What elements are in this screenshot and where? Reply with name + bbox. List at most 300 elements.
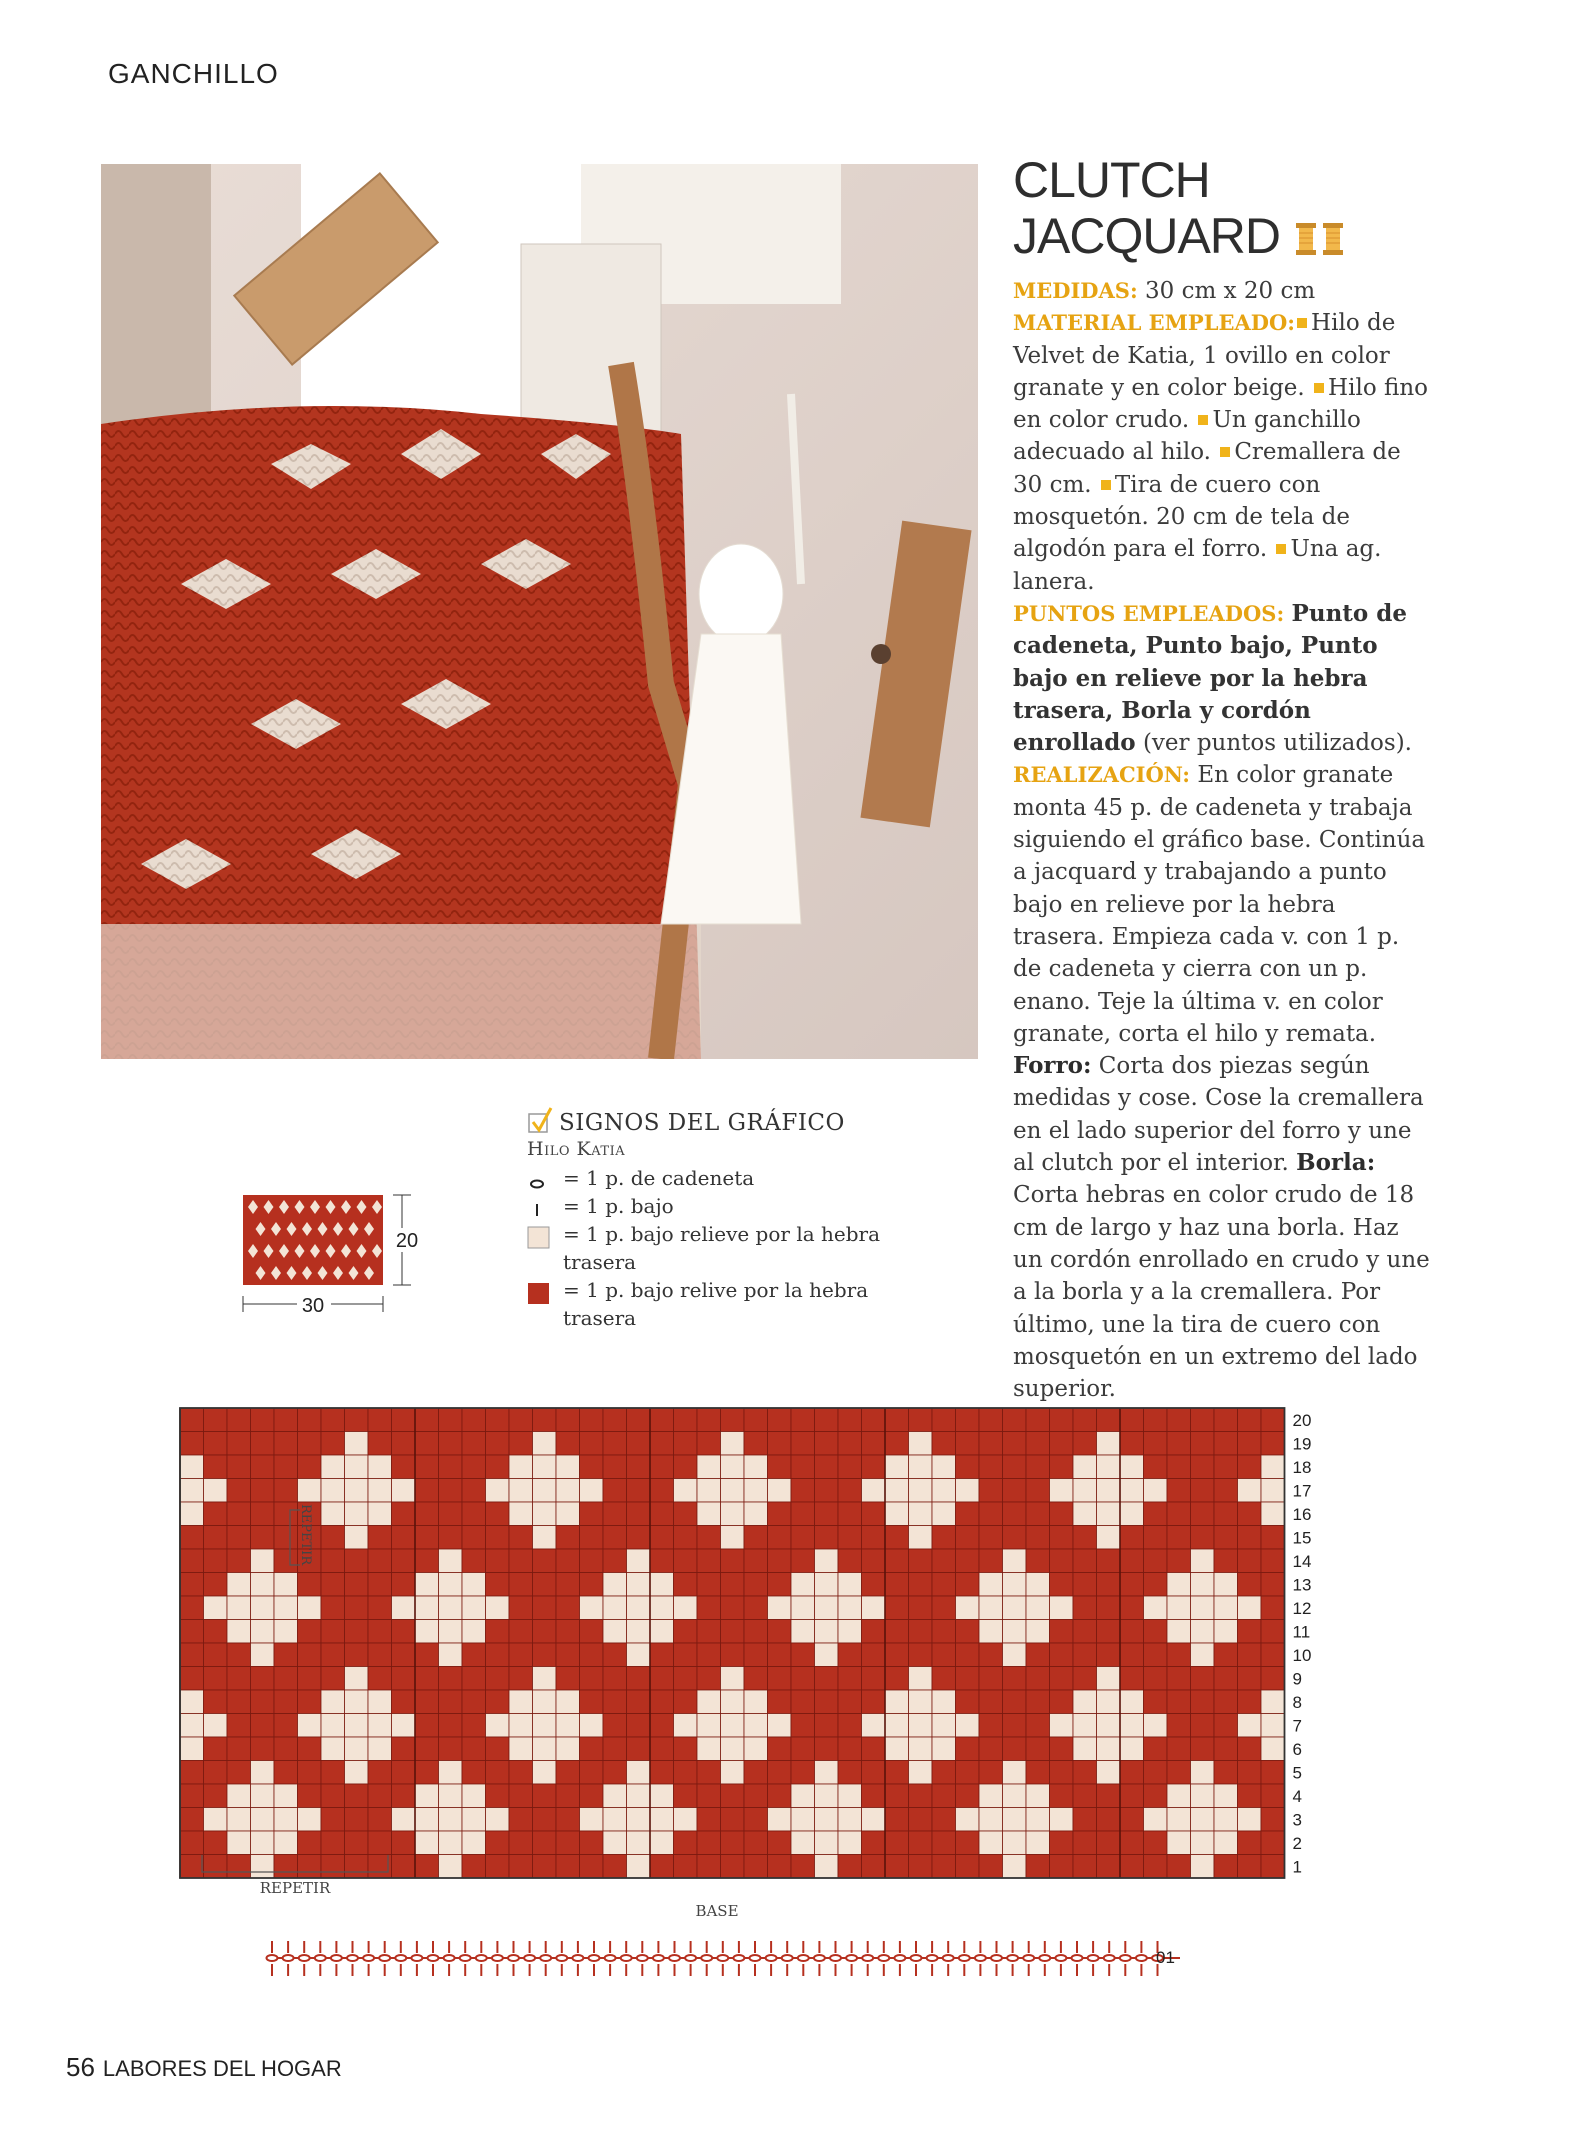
chart-cell [1026, 1667, 1050, 1691]
chart-cell [979, 1549, 1003, 1573]
chart-cell [721, 1432, 745, 1456]
base-chain-stitch [556, 1955, 567, 1961]
chart-cell [768, 1714, 792, 1738]
chart-cell [462, 1667, 486, 1691]
chart-cell [1191, 1502, 1215, 1526]
chart-cell [415, 1855, 439, 1879]
chart-cell [1261, 1549, 1285, 1573]
chart-cell [204, 1526, 228, 1550]
chart-cell [227, 1761, 251, 1785]
chart-cell [1050, 1714, 1074, 1738]
chart-cell [1238, 1855, 1262, 1879]
chart-cell [1144, 1408, 1168, 1432]
chart-cell [862, 1690, 886, 1714]
chart-cell [815, 1620, 839, 1644]
chart-cell [1003, 1526, 1027, 1550]
chart-cell [533, 1620, 557, 1644]
chart-cell [392, 1479, 416, 1503]
chart-cell [1003, 1643, 1027, 1667]
chart-cell [627, 1737, 651, 1761]
chart-cell [509, 1784, 533, 1808]
chart-cell [932, 1855, 956, 1879]
chart-cell [909, 1455, 933, 1479]
chart-cell [909, 1855, 933, 1879]
chart-cell [580, 1643, 604, 1667]
chart-cell [274, 1596, 298, 1620]
chart-cell [1144, 1573, 1168, 1597]
row-number: 5 [1292, 1763, 1302, 1783]
chart-cell [1261, 1596, 1285, 1620]
chart-cell [885, 1573, 909, 1597]
chart-cell [1073, 1808, 1097, 1832]
chart-cell [1003, 1808, 1027, 1832]
chart-cell [744, 1408, 768, 1432]
chart-cell [1167, 1714, 1191, 1738]
chart-cell [862, 1549, 886, 1573]
chart-cell [815, 1784, 839, 1808]
chart-cell [533, 1549, 557, 1573]
chart-cell [979, 1596, 1003, 1620]
chart-cell [932, 1667, 956, 1691]
chart-cell [603, 1432, 627, 1456]
chart-cell [368, 1737, 392, 1761]
base-chain-stitch [508, 1955, 519, 1961]
chart-cell [1120, 1573, 1144, 1597]
chart-cell [1097, 1808, 1121, 1832]
row-number: 4 [1292, 1786, 1302, 1806]
chart-cell [392, 1502, 416, 1526]
chart-cell [392, 1432, 416, 1456]
chart-cell [862, 1526, 886, 1550]
puntos-value: Punto de cadeneta, Punto bajo, Punto bajo en relieve por la hebra trasera, Borla y cordón enrollado [1013, 599, 1407, 757]
chart-cell [1191, 1408, 1215, 1432]
chart-cell [509, 1549, 533, 1573]
chart-cell [1191, 1784, 1215, 1808]
chart-cell [1120, 1549, 1144, 1573]
chart-cell [1050, 1408, 1074, 1432]
chart-cell [791, 1761, 815, 1785]
chart-cell [1214, 1714, 1238, 1738]
chart-cell [1003, 1549, 1027, 1573]
chart-cell [1073, 1690, 1097, 1714]
chart-cell [885, 1620, 909, 1644]
chart-cell [838, 1596, 862, 1620]
chart-cell [392, 1831, 416, 1855]
chart-cell [956, 1784, 980, 1808]
chart-cell [932, 1549, 956, 1573]
chart-cell [1073, 1549, 1097, 1573]
chart-cell [580, 1831, 604, 1855]
chart-cell [1238, 1526, 1262, 1550]
chart-cell [862, 1455, 886, 1479]
chart-cell [556, 1831, 580, 1855]
chart-cell [368, 1408, 392, 1432]
chart-cell [1238, 1408, 1262, 1432]
chart-cell [556, 1761, 580, 1785]
chart-cell [1050, 1455, 1074, 1479]
chart-cell [791, 1549, 815, 1573]
chart-cell [274, 1761, 298, 1785]
chart-cell [791, 1855, 815, 1879]
chart-cell [298, 1643, 322, 1667]
chart-cell [815, 1690, 839, 1714]
base-chain-stitch [830, 1955, 841, 1961]
base-chain-stitch [589, 1955, 600, 1961]
chart-cell [1261, 1808, 1285, 1832]
chart-cell [1261, 1479, 1285, 1503]
chart-cell [674, 1549, 698, 1573]
chart-cell [1261, 1620, 1285, 1644]
chart-cell [956, 1573, 980, 1597]
chart-cell [1026, 1596, 1050, 1620]
chart-cell [368, 1526, 392, 1550]
chart-cell [274, 1737, 298, 1761]
chart-cell [1144, 1596, 1168, 1620]
chart-cell [1167, 1479, 1191, 1503]
chart-cell [298, 1737, 322, 1761]
chart-cell [674, 1714, 698, 1738]
chart-cell [180, 1620, 204, 1644]
chart-cell [721, 1831, 745, 1855]
chart-cell [556, 1737, 580, 1761]
chart-cell [1097, 1784, 1121, 1808]
chart-cell [932, 1455, 956, 1479]
chart-cell [674, 1690, 698, 1714]
beige-square-icon [527, 1226, 551, 1257]
chart-cell [251, 1549, 275, 1573]
chart-cell [956, 1761, 980, 1785]
chart-cell [180, 1714, 204, 1738]
chart-cell [556, 1596, 580, 1620]
chart-cell [533, 1502, 557, 1526]
chart-cell [674, 1737, 698, 1761]
chart-cell [204, 1808, 228, 1832]
chart-cell [909, 1784, 933, 1808]
chart-cell [697, 1690, 721, 1714]
chart-cell [1097, 1455, 1121, 1479]
chart-cell [627, 1432, 651, 1456]
chart-cell [1167, 1690, 1191, 1714]
chart-cell [1120, 1432, 1144, 1456]
chart-cell [768, 1526, 792, 1550]
chart-cell [697, 1737, 721, 1761]
chart-cell [1238, 1761, 1262, 1785]
chart-cell [1050, 1831, 1074, 1855]
material-item: Tira de cuero con mosquetón. 20 cm de tela de algodón para el forro. [1013, 471, 1350, 563]
chart-cell [321, 1455, 345, 1479]
chart-cell [180, 1526, 204, 1550]
chart-cell [321, 1408, 345, 1432]
chart-cell [462, 1831, 486, 1855]
chart-cell [533, 1573, 557, 1597]
chart-cell [956, 1455, 980, 1479]
chart-cell [251, 1761, 275, 1785]
chart-cell [1144, 1855, 1168, 1879]
schematic-height: 20 [395, 1230, 419, 1252]
chart-cell [1003, 1455, 1027, 1479]
chart-cell [486, 1502, 510, 1526]
chart-cell [462, 1408, 486, 1432]
realizacion-paragraph [1013, 759, 1431, 1405]
chart-cell [439, 1808, 463, 1832]
chart-cell [415, 1526, 439, 1550]
chart-cell [674, 1855, 698, 1879]
chart-cell [204, 1573, 228, 1597]
chart-cell [815, 1643, 839, 1667]
chart-cell [533, 1761, 557, 1785]
chart-cell [768, 1455, 792, 1479]
article-body [1013, 275, 1431, 1405]
chart-cell [227, 1643, 251, 1667]
chart-cell [909, 1737, 933, 1761]
chart-cell [603, 1620, 627, 1644]
red-square-icon [527, 1282, 551, 1313]
chart-cell [180, 1549, 204, 1573]
base-chain-stitch [814, 1955, 825, 1961]
chart-cell [298, 1714, 322, 1738]
chart-cell [674, 1761, 698, 1785]
chart-cell [1026, 1479, 1050, 1503]
chart-cell [1120, 1643, 1144, 1667]
chart-cell [1003, 1714, 1027, 1738]
base-chain-stitch [428, 1955, 439, 1961]
chart-cell [345, 1455, 369, 1479]
chart-cell [744, 1831, 768, 1855]
chart-cell [227, 1808, 251, 1832]
chart-cell [462, 1808, 486, 1832]
base-chain-stitch [540, 1955, 551, 1961]
chart-cell [603, 1549, 627, 1573]
repeat-vertical-label: REPETIR [298, 1504, 313, 1566]
base-chain-stitch [894, 1955, 905, 1961]
chart-cell [345, 1855, 369, 1879]
chart-cell [815, 1526, 839, 1550]
chart-cell [768, 1596, 792, 1620]
base-chain-stitch [363, 1955, 374, 1961]
chart-cell [556, 1855, 580, 1879]
chart-cell [791, 1737, 815, 1761]
base-chain-stitch [444, 1955, 455, 1961]
chart-cell [486, 1667, 510, 1691]
chart-cell [274, 1455, 298, 1479]
chart-cell [415, 1761, 439, 1785]
chart-cell [791, 1690, 815, 1714]
chart-cell [180, 1455, 204, 1479]
chart-cell [650, 1784, 674, 1808]
base-chain-stitch [524, 1955, 535, 1961]
chart-cell [744, 1526, 768, 1550]
chart-cell [345, 1526, 369, 1550]
base-chain-stitch [315, 1955, 326, 1961]
chart-cell [603, 1831, 627, 1855]
chart-cell [486, 1643, 510, 1667]
chart-cell [298, 1784, 322, 1808]
chart-cell [251, 1455, 275, 1479]
chart-cell [204, 1855, 228, 1879]
chart-cell [862, 1831, 886, 1855]
chart-cell [862, 1502, 886, 1526]
chart-cell [180, 1784, 204, 1808]
chart-cell [862, 1667, 886, 1691]
chart-cell [415, 1455, 439, 1479]
chart-cell [486, 1549, 510, 1573]
chart-cell [462, 1643, 486, 1667]
chart-cell [580, 1526, 604, 1550]
chart-cell [227, 1667, 251, 1691]
chart-cell [415, 1432, 439, 1456]
chart-cell [298, 1831, 322, 1855]
base-chain-stitch [943, 1955, 954, 1961]
chart-cell [533, 1808, 557, 1832]
chart-cell [862, 1479, 886, 1503]
chart-cell [1050, 1479, 1074, 1503]
chart-cell [721, 1620, 745, 1644]
base-chain-stitch [1088, 1955, 1099, 1961]
chart-cell [345, 1831, 369, 1855]
chart-cell [909, 1479, 933, 1503]
chart-cell [1073, 1667, 1097, 1691]
base-chain-stitch [798, 1955, 809, 1961]
chart-cell [415, 1784, 439, 1808]
chart-cell [697, 1831, 721, 1855]
chart-cell [909, 1408, 933, 1432]
chart-cell [627, 1714, 651, 1738]
chart-cell [345, 1479, 369, 1503]
chart-cell [1003, 1784, 1027, 1808]
chart-cell [721, 1808, 745, 1832]
chart-cell [721, 1596, 745, 1620]
chart-cell [321, 1526, 345, 1550]
chart-cell [580, 1479, 604, 1503]
chart-cell [956, 1831, 980, 1855]
chart-cell [509, 1596, 533, 1620]
material-item: Un ganchillo adecuado al hilo. [1013, 407, 1361, 466]
chart-cell [180, 1667, 204, 1691]
chart-cell [1261, 1690, 1285, 1714]
chart-cell [1003, 1408, 1027, 1432]
chart-cell [556, 1620, 580, 1644]
chart-cell [650, 1573, 674, 1597]
base-chain-stitch [605, 1955, 616, 1961]
chart-cell [251, 1573, 275, 1597]
chart-cell [1026, 1526, 1050, 1550]
chart-cell [979, 1573, 1003, 1597]
chart-cell [1261, 1526, 1285, 1550]
chart-cell [1120, 1737, 1144, 1761]
chart-cell [392, 1573, 416, 1597]
chart-cell [650, 1737, 674, 1761]
chart-cell [1120, 1808, 1144, 1832]
chart-cell [321, 1761, 345, 1785]
chart-cell [979, 1784, 1003, 1808]
medidas-value: 30 cm x 20 cm [1145, 278, 1316, 304]
chart-cell [368, 1714, 392, 1738]
forro-label: Forro: [1013, 1052, 1092, 1080]
chart-cell [392, 1784, 416, 1808]
chart-cell [862, 1855, 886, 1879]
chart-cell [1026, 1502, 1050, 1526]
chart-cell [204, 1714, 228, 1738]
chart-cell [1261, 1643, 1285, 1667]
chart-cell [1097, 1620, 1121, 1644]
chart-cell [956, 1596, 980, 1620]
chart-cell [815, 1596, 839, 1620]
chart-cell [251, 1737, 275, 1761]
chart-cell [838, 1784, 862, 1808]
chart-cell [274, 1808, 298, 1832]
chart-cell [274, 1855, 298, 1879]
row-number: 18 [1292, 1457, 1312, 1477]
base-chain-stitch [701, 1955, 712, 1961]
chart-cell [603, 1643, 627, 1667]
chart-cell [768, 1667, 792, 1691]
chart-cell [1261, 1408, 1285, 1432]
chart-cell [1167, 1737, 1191, 1761]
chart-cell [885, 1502, 909, 1526]
chart-cell [392, 1667, 416, 1691]
chart-cell [415, 1667, 439, 1691]
chart-cell [415, 1573, 439, 1597]
puntos-note: (ver puntos utilizados). [1142, 730, 1412, 757]
base-chain-stitch [717, 1955, 728, 1961]
chart-cell [1144, 1479, 1168, 1503]
base-chain-stitch [653, 1955, 664, 1961]
chart-cell [486, 1620, 510, 1644]
chart-cell [838, 1690, 862, 1714]
chart-cell [439, 1408, 463, 1432]
chart-cell [932, 1784, 956, 1808]
chart-cell [439, 1549, 463, 1573]
chart-cell [462, 1596, 486, 1620]
chart-cell [791, 1432, 815, 1456]
chart-cell [556, 1714, 580, 1738]
chart-cell [744, 1714, 768, 1738]
chart-cell [509, 1831, 533, 1855]
chart-cell [721, 1761, 745, 1785]
chart-cell [1003, 1573, 1027, 1597]
row-number: 8 [1292, 1692, 1302, 1712]
chart-cell [744, 1502, 768, 1526]
base-chain-stitch [637, 1955, 648, 1961]
chart-cell [627, 1808, 651, 1832]
chart-cell [509, 1690, 533, 1714]
chart-cell [509, 1808, 533, 1832]
chart-cell [838, 1549, 862, 1573]
chart-cell [979, 1808, 1003, 1832]
chart-cell [1120, 1761, 1144, 1785]
chart-cell [674, 1643, 698, 1667]
chart-cell [932, 1808, 956, 1832]
chart-cell [1144, 1620, 1168, 1644]
chart-cell [1073, 1761, 1097, 1785]
chart-cell [462, 1502, 486, 1526]
chart-cell [885, 1808, 909, 1832]
chart-cell [298, 1855, 322, 1879]
chart-cell [815, 1714, 839, 1738]
chart-cell [321, 1855, 345, 1879]
chart-cell [509, 1408, 533, 1432]
chart-cell [1097, 1855, 1121, 1879]
chart-cell [627, 1596, 651, 1620]
chart-cell [439, 1761, 463, 1785]
chart-cell [556, 1690, 580, 1714]
chart-cell [1097, 1432, 1121, 1456]
chart-cell [791, 1596, 815, 1620]
chart-cell [1026, 1432, 1050, 1456]
chart-cell [721, 1573, 745, 1597]
chart-cell [932, 1690, 956, 1714]
chart-cell [556, 1526, 580, 1550]
